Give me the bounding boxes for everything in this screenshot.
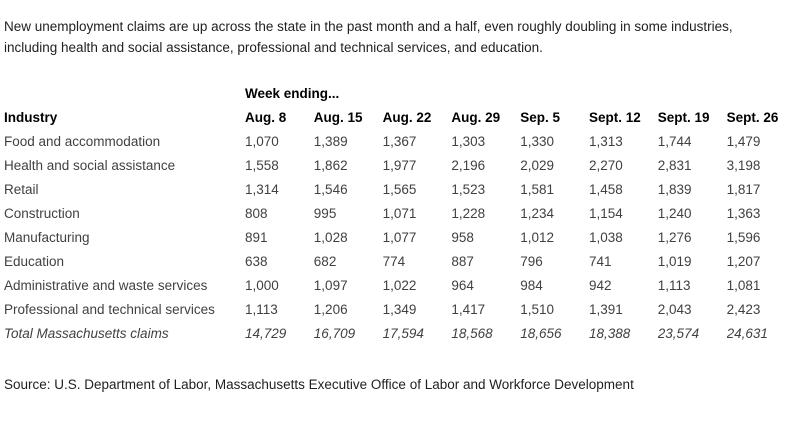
column-header: Sept. 26	[726, 110, 779, 125]
table-cell: 2,029	[520, 158, 554, 173]
table-cell: 891	[245, 230, 268, 245]
total-cell: 14,729	[245, 326, 287, 341]
table-cell: 1,330	[520, 134, 554, 149]
row-label: Food and accommodation	[4, 134, 161, 149]
table-cell: 1,097	[313, 278, 348, 293]
table-cell: 1,744	[657, 134, 692, 149]
column-header: Aug. 29	[451, 110, 501, 125]
table-cell: 1,523	[451, 182, 486, 197]
total-cell: 18,568	[451, 326, 493, 341]
row-label: Construction	[4, 206, 80, 221]
table-cell: 1,458	[588, 182, 623, 197]
table-cell: 1,817	[726, 182, 761, 197]
table-cell: 1,240	[657, 206, 692, 221]
table-cell: 1,000	[245, 278, 279, 293]
row-label: Administrative and waste services	[4, 278, 208, 293]
column-header: Aug. 22	[382, 110, 432, 125]
week-ending-label: Week ending...	[245, 86, 340, 101]
table-cell: 3,198	[726, 158, 761, 173]
intro-paragraph: New unemployment claims are up across the state in the past month and a half, even roughly doubling in some industries, including health and social assistance, professional and technical services, and education.	[4, 19, 733, 55]
table-cell: 2,270	[588, 158, 623, 173]
table-cell: 1,206	[313, 302, 348, 317]
table-cell: 1,581	[520, 182, 554, 197]
table-cell: 2,043	[657, 302, 692, 317]
table-cell: 1,228	[451, 206, 486, 221]
claims-table	[4, 82, 781, 346]
table-cell: 1,022	[382, 278, 417, 293]
table-cell: 1,113	[657, 278, 691, 293]
total-cell: 23,574	[657, 326, 700, 341]
table-cell: 682	[313, 254, 337, 269]
table-cell: 1,839	[657, 182, 692, 197]
table-cell: 1,596	[726, 230, 761, 245]
table-cell: 1,349	[382, 302, 417, 317]
table-cell: 1,154	[588, 206, 623, 221]
table-cell: 796	[520, 254, 543, 269]
table-cell: 2,423	[726, 302, 761, 317]
column-header: Aug. 8	[245, 110, 287, 125]
total-cell: 17,594	[382, 326, 424, 341]
total-cell: 16,709	[313, 326, 356, 341]
table-cell: 1,276	[657, 230, 692, 245]
table-cell: 638	[245, 254, 268, 269]
total-cell: 18,656	[520, 326, 562, 341]
table-cell: 1,207	[726, 254, 761, 269]
row-label: Health and social assistance	[4, 158, 176, 173]
table-cell: 1,367	[382, 134, 417, 149]
table-cell: 774	[382, 254, 406, 269]
table-cell: 887	[451, 254, 474, 269]
column-header: Aug. 15	[313, 110, 363, 125]
row-label: Manufacturing	[4, 230, 90, 245]
week-ending-spacer	[4, 82, 245, 106]
table-cell: 1,012	[520, 230, 554, 245]
table-cell: 1,303	[451, 134, 486, 149]
table-cell: 808	[245, 206, 268, 221]
row-label: Professional and technical services	[4, 302, 215, 317]
column-header: Sept. 19	[657, 110, 710, 125]
table-cell: 1,113	[245, 302, 278, 317]
table-cell: 2,196	[451, 158, 486, 173]
table-cell: 2,831	[657, 158, 692, 173]
table-cell: 1,071	[382, 206, 417, 221]
table-cell: 1,019	[657, 254, 692, 269]
table-cell: 1,546	[313, 182, 348, 197]
column-header: Sep. 5	[520, 110, 560, 125]
table-cell: 1,389	[313, 134, 348, 149]
page	[0, 17, 785, 395]
table-cell: 1,038	[588, 230, 623, 245]
table-cell: 1,977	[382, 158, 417, 173]
table-cell: 1,028	[313, 230, 348, 245]
column-header: Sept. 12	[588, 110, 641, 125]
table-cell: 1,363	[726, 206, 761, 221]
table-cell: 1,391	[588, 302, 623, 317]
table-cell: 1,862	[313, 158, 348, 173]
table-cell: 1,077	[382, 230, 417, 245]
table-cell: 984	[520, 278, 543, 293]
table-cell: 1,417	[451, 302, 486, 317]
table-cell: 964	[451, 278, 474, 293]
table-cell: 1,510	[520, 302, 554, 317]
table-cell: 1,479	[726, 134, 761, 149]
table-cell: 1,314	[245, 182, 279, 197]
table-cell: 1,234	[520, 206, 554, 221]
row-label: Education	[4, 254, 65, 269]
total-cell: 18,388	[588, 326, 631, 341]
total-cell: 24,631	[726, 326, 768, 341]
source-line: Source: U.S. Department of Labor, Massachusetts Executive Office of Labor and Workforce Development	[4, 377, 634, 392]
table-cell: 1,313	[588, 134, 623, 149]
table-cell: 995	[313, 206, 337, 221]
table-cell: 741	[588, 254, 612, 269]
table-cell: 958	[451, 230, 474, 245]
row-label: Retail	[4, 182, 39, 197]
table-cell: 1,558	[245, 158, 279, 173]
column-header-industry: Industry	[4, 110, 58, 125]
table-cell: 942	[588, 278, 612, 293]
table-cell: 1,081	[726, 278, 761, 293]
table-cell: 1,565	[382, 182, 417, 197]
table-cell: 1,070	[245, 134, 279, 149]
total-row-label: Total Massachusetts claims	[4, 326, 169, 341]
